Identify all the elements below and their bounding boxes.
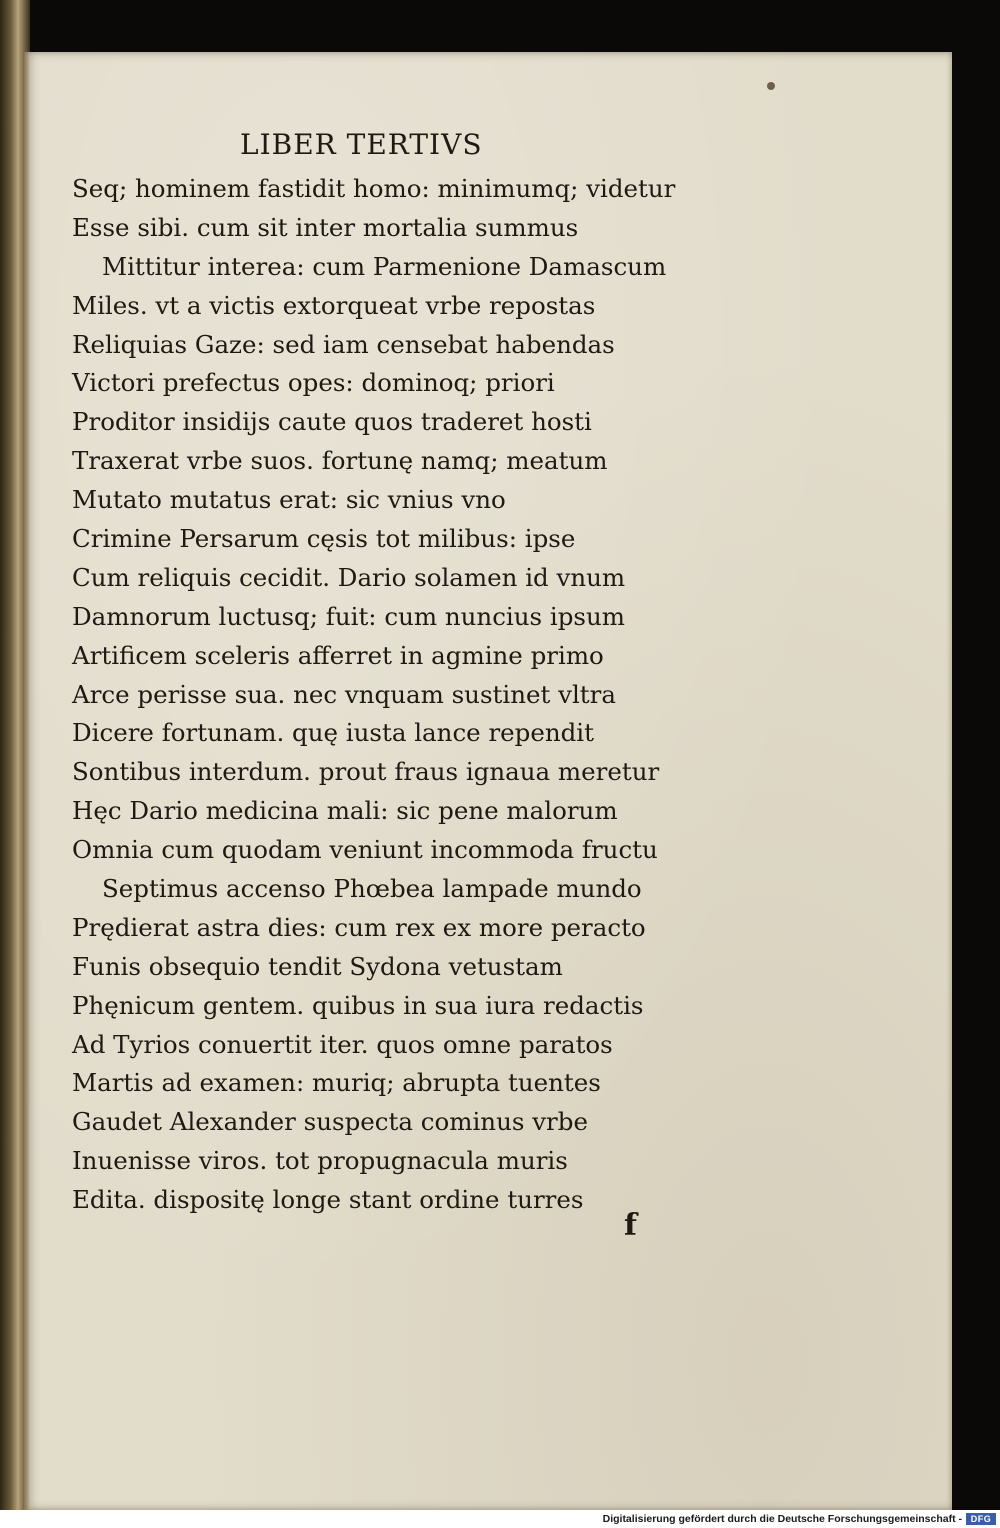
ink-spot bbox=[767, 82, 775, 90]
verse-line: Omnia cum quodam veniunt incommoda fructu bbox=[72, 835, 658, 865]
verse-line: Traxerat vrbe suos. fortunę namq; meatum bbox=[72, 446, 608, 476]
verse-line: Dicere fortunam. quę iusta lance rependit bbox=[72, 718, 594, 748]
verse-line: Reliquias Gaze: sed iam censebat habendas bbox=[72, 329, 615, 359]
verse-line: Esse sibi. cum sit inter mortalia summus bbox=[72, 212, 579, 242]
verse-line: Phęnicum gentem. quibus in sua iura redactis bbox=[72, 990, 644, 1020]
verse-line: Edita. dispositę longe stant ordine turres bbox=[72, 1185, 584, 1215]
verse-line: Proditor insidijs caute quos traderet hosti bbox=[72, 407, 592, 437]
verse-line: Crimine Persarum cęsis tot milibus: ipse bbox=[72, 524, 576, 554]
footer-bar bbox=[0, 1510, 1000, 1528]
verse-block bbox=[72, 170, 675, 1220]
verse-line: Artificem sceleris afferret in agmine primo bbox=[72, 640, 604, 670]
verse-line: Cum reliquis cecidit. Dario solamen id vnum bbox=[72, 562, 626, 592]
funding-credit: Digitalisierung gefördert durch die Deutsche Forschungsgemeinschaft - bbox=[602, 1513, 962, 1525]
running-head: LIBER TERTIVS bbox=[240, 128, 483, 161]
verse-line: Inuenisse viros. tot propugnacula muris bbox=[72, 1146, 568, 1176]
verse-line: Funis obsequio tendit Sydona vetustam bbox=[72, 951, 563, 981]
verse-line: Mutato mutatus erat: sic vnius vno bbox=[72, 485, 506, 515]
verse-line: Miles. vt a victis extorqueat vrbe repostas bbox=[72, 290, 596, 320]
verse-line: Martis ad examen: muriq; abrupta tuentes bbox=[72, 1068, 601, 1098]
verse-line: Septimus accenso Phœbea lampade mundo bbox=[102, 874, 642, 904]
verse-line: Arce perisse sua. nec vnquam sustinet vltra bbox=[72, 679, 616, 709]
signature-mark: f bbox=[624, 1208, 637, 1243]
verse-line: Sontibus interdum. prout fraus ignaua meretur bbox=[72, 757, 660, 787]
page-gutter-shadow bbox=[24, 52, 30, 1510]
dfg-logo: DFG bbox=[966, 1513, 996, 1525]
verse-line: Damnorum luctusq; fuit: cum nuncius ipsum bbox=[72, 601, 626, 631]
verse-line: Gaudet Alexander suspecta cominus vrbe bbox=[72, 1107, 588, 1137]
verse-line: Prędierat astra dies: cum rex ex more peracto bbox=[72, 912, 646, 942]
verse-line: Mittitur interea: cum Parmenione Damascum bbox=[102, 251, 667, 281]
verse-line: Victori prefectus opes: dominoq; priori bbox=[72, 368, 555, 398]
verse-line: Ad Tyrios conuertit iter. quos omne paratos bbox=[72, 1029, 613, 1059]
verse-line: Hęc Dario medicina mali: sic pene malorum bbox=[72, 796, 618, 826]
verse-line: Seq; hominem fastidit homo: minimumq; videtur bbox=[72, 174, 676, 203]
